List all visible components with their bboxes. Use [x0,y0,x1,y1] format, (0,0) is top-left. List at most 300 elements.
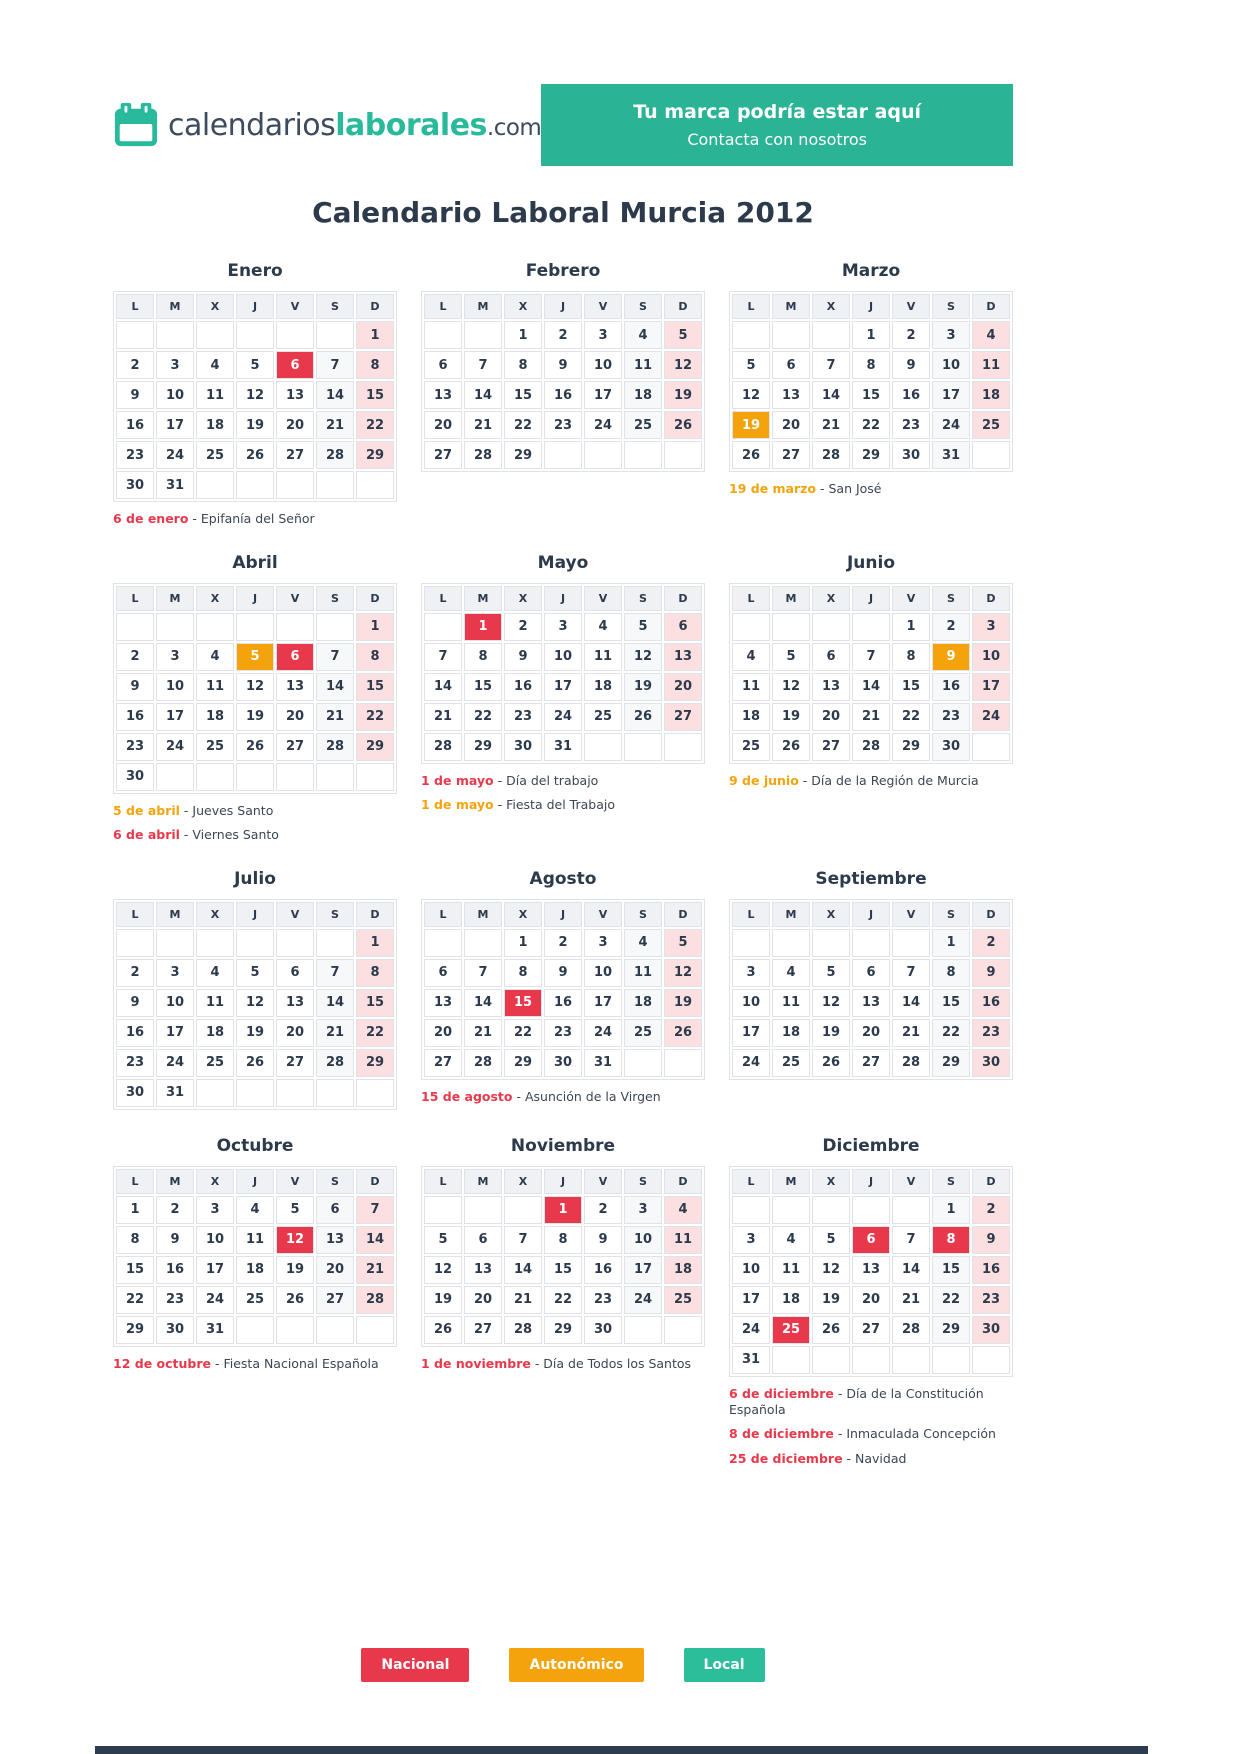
day-cell: 12 [624,643,662,671]
day-cell: 5 [732,351,770,379]
day-cell: 31 [932,441,970,469]
day-cell: 28 [316,1049,354,1077]
weekday-header: D [972,294,1010,319]
month-table [729,583,1013,764]
week-row [732,351,1010,379]
day-cell: 28 [464,1049,502,1077]
weekday-header: S [932,1169,970,1194]
holiday-note-text: - Día de la Región de Murcia [798,772,979,788]
weekday-header: X [504,294,542,319]
empty-cell [156,763,194,791]
day-cell: 6 [812,643,850,671]
empty-cell [664,441,702,469]
day-cell: 30 [584,1316,622,1344]
week-row [424,959,702,987]
day-cell: 1 [504,929,542,957]
day-cell: 23 [584,1286,622,1314]
empty-cell [932,1346,970,1374]
day-cell: 7 [852,643,890,671]
empty-cell [544,441,582,469]
day-cell: 14 [812,381,850,409]
weekday-header: X [812,294,850,319]
day-cell: 18 [236,1256,274,1284]
month-table [113,1166,397,1347]
day-cell: 10 [584,351,622,379]
day-cell: 25 [196,441,234,469]
weekday-header: J [236,294,274,319]
empty-cell [236,613,274,641]
day-cell: 30 [116,763,154,791]
day-cell: 22 [356,703,394,731]
day-cell: 12 [236,673,274,701]
ad-banner[interactable] [541,84,1013,166]
holiday-note-date: 1 de mayo [421,772,494,788]
day-cell: 2 [116,959,154,987]
day-cell: 12 [664,959,702,987]
day-cell: 18 [624,989,662,1017]
weekday-header: J [852,586,890,611]
day-cell: 14 [852,673,890,701]
weekday-header: M [464,1169,502,1194]
weekday-header: V [892,902,930,927]
empty-cell [732,929,770,957]
day-cell: 14 [504,1256,542,1284]
month-title: Diciembre [822,1135,920,1156]
day-cell: 26 [276,1286,314,1314]
empty-cell [316,471,354,499]
day-cell: 8 [932,1226,970,1254]
day-cell: 17 [624,1256,662,1284]
empty-cell [772,1346,810,1374]
day-cell: 27 [276,1049,314,1077]
week-row [732,1196,1010,1224]
month-table [113,583,397,794]
empty-cell [236,929,274,957]
wordmark-part-3: .com [486,114,542,141]
weekday-header: S [624,1169,662,1194]
day-cell: 10 [196,1226,234,1254]
day-cell: 17 [196,1256,234,1284]
day-cell: 2 [156,1196,194,1224]
day-cell: 3 [196,1196,234,1224]
day-cell: 7 [504,1226,542,1254]
day-cell: 23 [504,703,542,731]
day-cell: 14 [464,989,502,1017]
day-cell: 26 [236,441,274,469]
week-row [116,381,394,409]
holiday-note-date: 15 de agosto [421,1088,513,1104]
day-cell: 6 [276,643,314,671]
day-cell: 16 [116,1019,154,1047]
day-cell: 10 [156,989,194,1017]
day-cell: 21 [316,703,354,731]
day-cell: 23 [932,703,970,731]
day-cell: 3 [156,643,194,671]
weekday-header: S [932,902,970,927]
day-cell: 8 [932,959,970,987]
week-row [424,643,702,671]
day-cell: 23 [116,733,154,761]
empty-cell [316,929,354,957]
empty-cell [116,929,154,957]
day-cell: 1 [932,929,970,957]
day-cell: 14 [316,673,354,701]
day-cell: 3 [156,351,194,379]
weekday-header: D [972,902,1010,927]
empty-cell [156,613,194,641]
day-cell: 18 [772,1019,810,1047]
day-cell: 27 [276,733,314,761]
week-row [732,1256,1010,1284]
weekday-header: X [504,902,542,927]
ad-banner-contact-link[interactable]: Contacta con nosotros [687,130,867,149]
day-cell: 17 [584,989,622,1017]
weekday-header: V [276,902,314,927]
weekday-header: L [116,586,154,611]
day-cell: 12 [424,1256,462,1284]
week-row [116,1316,394,1344]
empty-cell [196,613,234,641]
day-cell: 20 [276,1019,314,1047]
empty-cell [316,321,354,349]
week-row [732,441,1010,469]
holiday-note-date: 1 de noviembre [421,1355,531,1371]
day-cell: 18 [972,381,1010,409]
empty-cell [424,929,462,957]
weekday-header: S [316,902,354,927]
weekday-header: J [544,586,582,611]
day-cell: 14 [892,1256,930,1284]
day-cell: 10 [972,643,1010,671]
day-cell: 25 [196,1049,234,1077]
week-row [424,321,702,349]
day-cell: 15 [356,673,394,701]
day-cell: 5 [812,959,850,987]
empty-cell [316,1316,354,1344]
week-row [424,1226,702,1254]
empty-cell [852,613,890,641]
empty-cell [236,1316,274,1344]
day-cell: 22 [852,411,890,439]
day-cell: 3 [584,321,622,349]
holiday-note-date: 19 de marzo [729,481,817,496]
day-cell: 22 [892,703,930,731]
month-table [113,899,397,1110]
day-cell: 5 [236,643,274,671]
month-title: Octubre [216,1135,294,1156]
week-row [424,929,702,957]
weekday-header: D [356,586,394,611]
day-cell: 5 [276,1196,314,1224]
weekday-header-row [732,586,1010,611]
day-cell: 11 [972,351,1010,379]
month-title: Noviembre [510,1135,616,1156]
month-julio [113,869,397,1110]
day-cell: 14 [356,1226,394,1254]
week-row [116,929,394,957]
day-cell: 29 [464,733,502,761]
day-cell: 20 [464,1286,502,1314]
day-cell: 20 [316,1256,354,1284]
empty-cell [624,441,662,469]
weekday-header: D [664,586,702,611]
day-cell: 19 [812,1019,850,1047]
weekday-header: L [116,902,154,927]
week-row [116,643,394,671]
day-cell: 4 [772,1226,810,1254]
weekday-header: V [584,902,622,927]
day-cell: 21 [464,1019,502,1047]
month-table [729,899,1013,1080]
day-cell: 13 [852,1256,890,1284]
day-cell: 12 [664,351,702,379]
week-row [116,1256,394,1284]
day-cell: 1 [504,321,542,349]
weekday-header: V [584,294,622,319]
weekday-header: L [424,586,462,611]
day-cell: 27 [772,441,810,469]
holiday-note [113,511,397,527]
weekday-header: M [772,294,810,319]
empty-cell [812,1196,850,1224]
empty-cell [812,321,850,349]
empty-cell [972,441,1010,469]
holiday-note-date: 12 de octubre [113,1355,211,1371]
legend-regional-button[interactable]: Autonómico [509,1648,643,1682]
day-cell: 29 [356,441,394,469]
day-cell: 3 [584,929,622,957]
wordmark-part-2: laborales [335,107,487,143]
day-cell: 22 [356,411,394,439]
weekday-header: X [196,294,234,319]
day-cell: 11 [196,989,234,1017]
site-logo[interactable] [113,84,541,166]
empty-cell [424,613,462,641]
holiday-note [729,481,1013,497]
day-cell: 19 [276,1256,314,1284]
empty-cell [504,1196,542,1224]
day-cell: 8 [852,351,890,379]
weekday-header-row [424,294,702,319]
holiday-note-text: - Día de la Constitución Española [729,1385,984,1417]
weekday-header: X [196,902,234,927]
week-row [424,1316,702,1344]
day-cell: 15 [356,381,394,409]
day-cell: 2 [544,321,582,349]
holiday-note-text: - Inmaculada Concepción [833,1426,996,1442]
day-cell: 11 [732,673,770,701]
day-cell: 11 [664,1226,702,1254]
weekday-header: S [316,1169,354,1194]
day-cell: 17 [156,411,194,439]
day-cell: 22 [504,411,542,439]
holiday-note [113,803,397,819]
day-cell: 24 [156,1049,194,1077]
day-cell: 27 [316,1286,354,1314]
day-cell: 19 [424,1286,462,1314]
weekday-header: S [932,294,970,319]
holiday-note-text: - San José [816,481,882,496]
empty-cell [316,1079,354,1107]
weekday-header: M [772,586,810,611]
legend-national-button[interactable]: Nacional [361,1648,469,1682]
day-cell: 13 [852,989,890,1017]
day-cell: 6 [772,351,810,379]
holiday-note-date: 9 de junio [729,772,799,788]
day-cell: 16 [544,381,582,409]
day-cell: 22 [544,1286,582,1314]
day-cell: 25 [972,411,1010,439]
week-row [424,1196,702,1224]
day-cell: 5 [236,351,274,379]
day-cell: 30 [116,471,154,499]
day-cell: 6 [852,1226,890,1254]
header [113,84,1013,166]
day-cell: 27 [424,441,462,469]
day-cell: 21 [504,1286,542,1314]
weekday-header: J [236,586,274,611]
month-septiembre [729,869,1013,1080]
day-cell: 7 [356,1196,394,1224]
weekday-header: S [316,294,354,319]
day-cell: 16 [972,989,1010,1017]
day-cell: 1 [356,613,394,641]
day-cell: 16 [972,1256,1010,1284]
day-cell: 23 [972,1019,1010,1047]
legend-local-button[interactable]: Local [684,1648,765,1682]
holiday-note [729,773,1013,789]
day-cell: 7 [812,351,850,379]
day-cell: 23 [892,411,930,439]
page-title: Calendario Laboral Murcia 2012 [312,196,814,229]
day-cell: 20 [424,1019,462,1047]
holiday-note-text: - Día de Todos los Santos [530,1355,692,1371]
empty-cell [812,613,850,641]
month-table [113,291,397,502]
week-row [116,703,394,731]
empty-cell [464,1196,502,1224]
day-cell: 18 [196,703,234,731]
day-cell: 2 [116,643,154,671]
day-cell: 3 [932,321,970,349]
day-cell: 4 [624,929,662,957]
empty-cell [276,471,314,499]
day-cell: 7 [892,959,930,987]
day-cell: 31 [732,1346,770,1374]
day-cell: 25 [236,1286,274,1314]
month-table [421,1166,705,1347]
day-cell: 12 [236,381,274,409]
day-cell: 14 [464,381,502,409]
holiday-note-text: - Día del trabajo [493,772,599,788]
weekday-header: M [464,586,502,611]
day-cell: 17 [156,1019,194,1047]
day-cell: 22 [932,1019,970,1047]
weekday-header: L [732,586,770,611]
holiday-note-text: - Viernes Santo [179,827,279,843]
weekday-header-row [116,294,394,319]
day-cell: 24 [732,1049,770,1077]
week-row [732,381,1010,409]
wordmark-part-1: calendarios [168,107,336,143]
weekday-header: D [972,1169,1010,1194]
weekday-header: L [116,1169,154,1194]
empty-cell [424,321,462,349]
day-cell: 5 [772,643,810,671]
day-cell: 21 [892,1019,930,1047]
day-cell: 4 [732,643,770,671]
day-cell: 26 [732,441,770,469]
empty-cell [772,1196,810,1224]
day-cell: 14 [316,381,354,409]
day-cell: 29 [116,1316,154,1344]
weekday-header-row [424,902,702,927]
empty-cell [356,471,394,499]
day-cell: 4 [584,613,622,641]
day-cell: 21 [892,1286,930,1314]
day-cell: 15 [504,381,542,409]
day-cell: 2 [932,613,970,641]
month-enero [113,261,397,527]
day-cell: 18 [584,673,622,701]
legend [113,1648,1013,1682]
weekday-header: L [116,294,154,319]
day-cell: 27 [852,1049,890,1077]
empty-cell [812,929,850,957]
month-diciembre [729,1136,1013,1467]
day-cell: 27 [812,733,850,761]
weekday-header: X [504,1169,542,1194]
day-cell: 25 [196,733,234,761]
weekday-header-row [732,1169,1010,1194]
day-cell: 7 [316,643,354,671]
day-cell: 28 [892,1316,930,1344]
day-cell: 30 [932,733,970,761]
week-row [424,613,702,641]
week-row [732,733,1010,761]
day-cell: 21 [316,1019,354,1047]
month-octubre [113,1136,397,1372]
day-cell: 11 [772,1256,810,1284]
weekday-header: L [732,294,770,319]
weekday-header: X [812,586,850,611]
month-table [421,899,705,1080]
day-cell: 8 [356,959,394,987]
day-cell: 5 [664,929,702,957]
ad-banner-headline: Tu marca podría estar aquí [633,101,922,123]
day-cell: 25 [584,703,622,731]
month-title: Mayo [537,552,589,573]
day-cell: 12 [772,673,810,701]
day-cell: 29 [356,1049,394,1077]
empty-cell [236,763,274,791]
day-cell: 20 [664,673,702,701]
week-row [116,1019,394,1047]
month-junio [729,553,1013,789]
page [113,0,1013,1754]
empty-cell [196,321,234,349]
day-cell: 19 [664,381,702,409]
week-row [424,703,702,731]
day-cell: 22 [464,703,502,731]
day-cell: 17 [932,381,970,409]
day-cell: 25 [624,411,662,439]
empty-cell [316,763,354,791]
day-cell: 26 [772,733,810,761]
day-cell: 31 [156,471,194,499]
empty-cell [116,321,154,349]
weekday-header: V [276,586,314,611]
